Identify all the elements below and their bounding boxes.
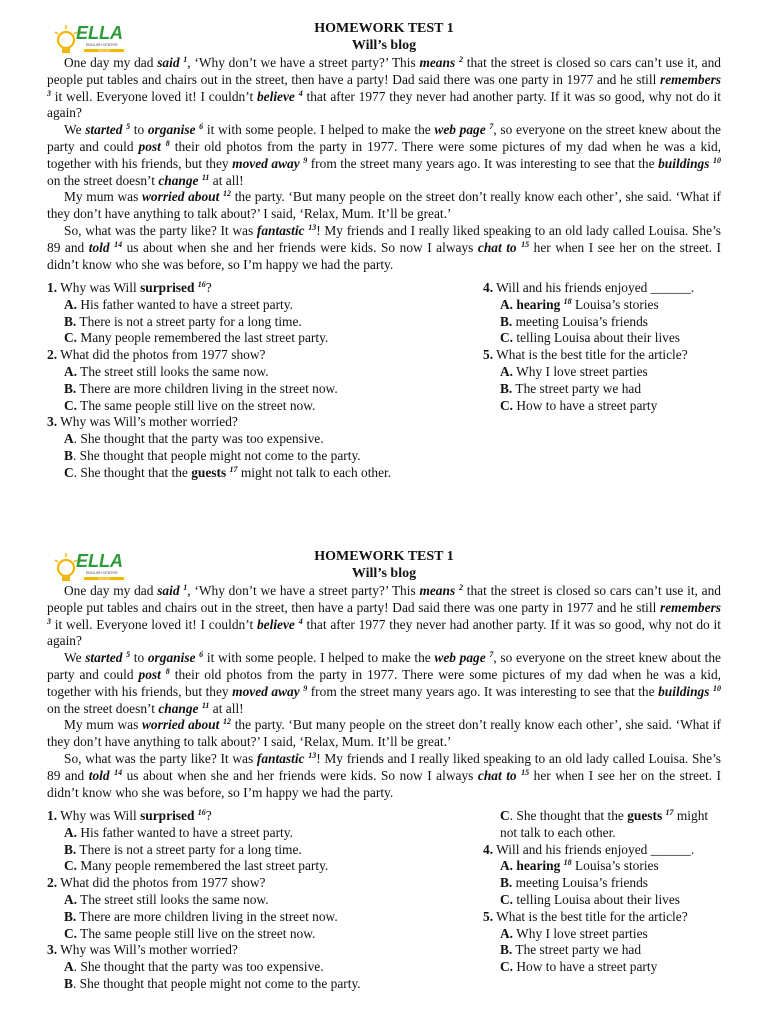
questions-right [483,280,721,414]
answer-option: A. hearing $^{18}$ Louisa’s stories [500,858,659,874]
question-text: 3. Why was Will’s mother worried? [47,414,238,430]
question [483,808,721,842]
answer-option: C. telling Louisa about their lives [500,330,681,346]
answer-option: B. She thought that people might not come to the party. [64,975,361,991]
question-text: 2. What did the photos from 1977 show? [47,875,266,891]
question-text: 1. Why was Will surprised $^{16}$? [47,280,212,295]
question [483,280,721,347]
paragraph: So, what was the party like? It was fantastic $^{13}$! My friends and I really liked speaking to an old lady called Louisa. She’s 89 and told $^{14}$ us about when she and her friends were kids. So now I always chat to $^{15}$ her when I see her on the street. I didn’t know who she was before, so I’m happy we had the party. [47,750,721,800]
answer-option: C. The same people still live on the street now. [64,397,316,413]
question [47,942,437,992]
answer-option: B. meeting Louisa’s friends [500,313,649,329]
paragraph: My mum was worried about $^{12}$ the party. ‘But many people on the street don’t really know each other’, she said. ‘What if they don’t have anything to talk about?’ I said, ‘Relax, Mum. It’ll be great.’ [47,189,721,222]
article [47,583,721,801]
answer-option: A. She thought that the party was too expensive. [64,431,324,447]
header [0,548,768,582]
answer-option: C. How to have a street party [500,397,658,413]
question-text: 2. What did the photos from 1977 show? [47,347,266,363]
question-text: 1. Why was Will surprised $^{16}$? [47,808,212,823]
question-text: 4. Will and his friends enjoyed ______. [483,280,695,295]
article [47,55,721,273]
answer-option: C. Many people remembered the last street party. [64,330,329,346]
header [0,20,768,54]
answer-option: A. She thought that the party was too expensive. [64,959,324,975]
question [47,347,437,414]
test-copy-2 [0,548,768,1018]
answer-option: C. Many people remembered the last street party. [64,858,329,874]
logo-bar-text: ENGLISH [98,48,111,53]
answer-option: A. His father wanted to have a street party. [64,824,293,840]
logo-text: ELLA [76,551,123,571]
questions-left [47,280,437,482]
answer-option: A. hearing $^{18}$ Louisa’s stories [500,296,659,312]
logo-subtext: ENGLISH CENTER [86,571,118,575]
answer-option: C. She thought that the guests $^{17}$ might not talk to each other. [500,808,709,840]
answer-option: B. There are more children living in the street now. [64,908,338,924]
test-copy-1 [0,20,768,510]
page-title: HOMEWORK TEST 1 [314,21,454,36]
question-text: 5. What is the best title for the article? [483,347,688,363]
answer-option: A. His father wanted to have a street party. [64,296,293,312]
answer-option: A. Why I love street parties [500,363,648,379]
question [47,280,437,347]
questions-left [47,808,437,993]
answer-option: C. How to have a street party [500,959,658,975]
page-title: HOMEWORK TEST 1 [314,549,454,564]
answer-option: C. telling Louisa about their lives [500,891,681,907]
paragraph: We started $^5$ to organise $^6$ it with some people. I helped to make the web page $^7$, so everyone on the street knew about the party and could post $^8$ their old photos from the party in 1977. There were some pictures of my dad when he was a kid, together with his friends, but they moved away $^9$ from the street many years ago. It was interesting to see that the buildings $^{10}$ on the street doesn’t change $^{11}$ at all! [47,122,721,188]
question [47,414,437,481]
logo-bar-text: ENGLISH [98,576,111,581]
question [47,875,437,942]
answer-option: B. The street party we had [500,942,642,958]
question-text: 4. Will and his friends enjoyed ______. [483,841,695,857]
answer-option: A. Why I love street parties [500,925,648,941]
question [483,842,721,909]
answer-option: B. She thought that people might not come to the party. [64,447,361,463]
paragraph: My mum was worried about $^{12}$ the party. ‘But many people on the street don’t really know each other’, she said. ‘What if they don’t have anything to talk about?’ I said, ‘Relax, Mum. It’ll be great.’ [47,717,721,750]
question-text: 5. What is the best title for the article? [483,908,688,924]
logo-text: ELLA [76,23,123,43]
page-subtitle: Will’s blog [351,38,417,53]
questions-right [483,808,721,976]
page-subtitle: Will’s blog [351,566,417,581]
answer-option: B. The street party we had [500,380,642,396]
answer-option: A. The street still looks the same now. [64,363,269,379]
question [483,347,721,414]
question [483,909,721,976]
question-text: 3. Why was Will’s mother worried? [47,942,238,958]
logo-subtext: ENGLISH CENTER [86,43,118,47]
answer-option: B. There is not a street party for a long time. [64,313,302,329]
paragraph: One day my dad said $^1$, ‘Why don’t we have a street party?’ This means $^2$ that the street is closed so cars can’t use it, and people put tables and chairs out in the street, then have a party! Dad said there was one party in 1977 and he still remembers $^3$ it well. Everyone loved it! I couldn’t believe $^4$ that after 1977 they never had another party. If it was so good, why not do it again? [47,583,721,649]
answer-option: B. There is not a street party for a long time. [64,841,302,857]
answer-option: A. The street still looks the same now. [64,891,269,907]
answer-option: C. The same people still live on the street now. [64,925,316,941]
answer-option: B. There are more children living in the street now. [64,380,338,396]
paragraph: So, what was the party like? It was fantastic $^{13}$! My friends and I really liked speaking to an old lady called Louisa. She’s 89 and told $^{14}$ us about when she and her friends were kids. So now I always chat to $^{15}$ her when I see her on the street. I didn’t know who she was before, so I’m happy we had the party. [47,222,721,272]
answer-option: C. She thought that the guests $^{17}$ might not talk to each other. [64,464,392,480]
question [47,808,437,875]
paragraph: One day my dad said $^1$, ‘Why don’t we have a street party?’ This means $^2$ that the street is closed so cars can’t use it, and people put tables and chairs out in the street, then have a party! Dad said there was one party in 1977 and he still remembers $^3$ it well. Everyone loved it! I couldn’t believe $^4$ that after 1977 they never had another party. If it was so good, why not do it again? [47,55,721,121]
answer-option: B. meeting Louisa’s friends [500,875,649,891]
paragraph: We started $^5$ to organise $^6$ it with some people. I helped to make the web page $^7$, so everyone on the street knew about the party and could post $^8$ their old photos from the party in 1977. There were some pictures of my dad when he was a kid, together with his friends, but they moved away $^9$ from the street many years ago. It was interesting to see that the buildings $^{10}$ on the street doesn’t change $^{11}$ at all! [47,650,721,716]
